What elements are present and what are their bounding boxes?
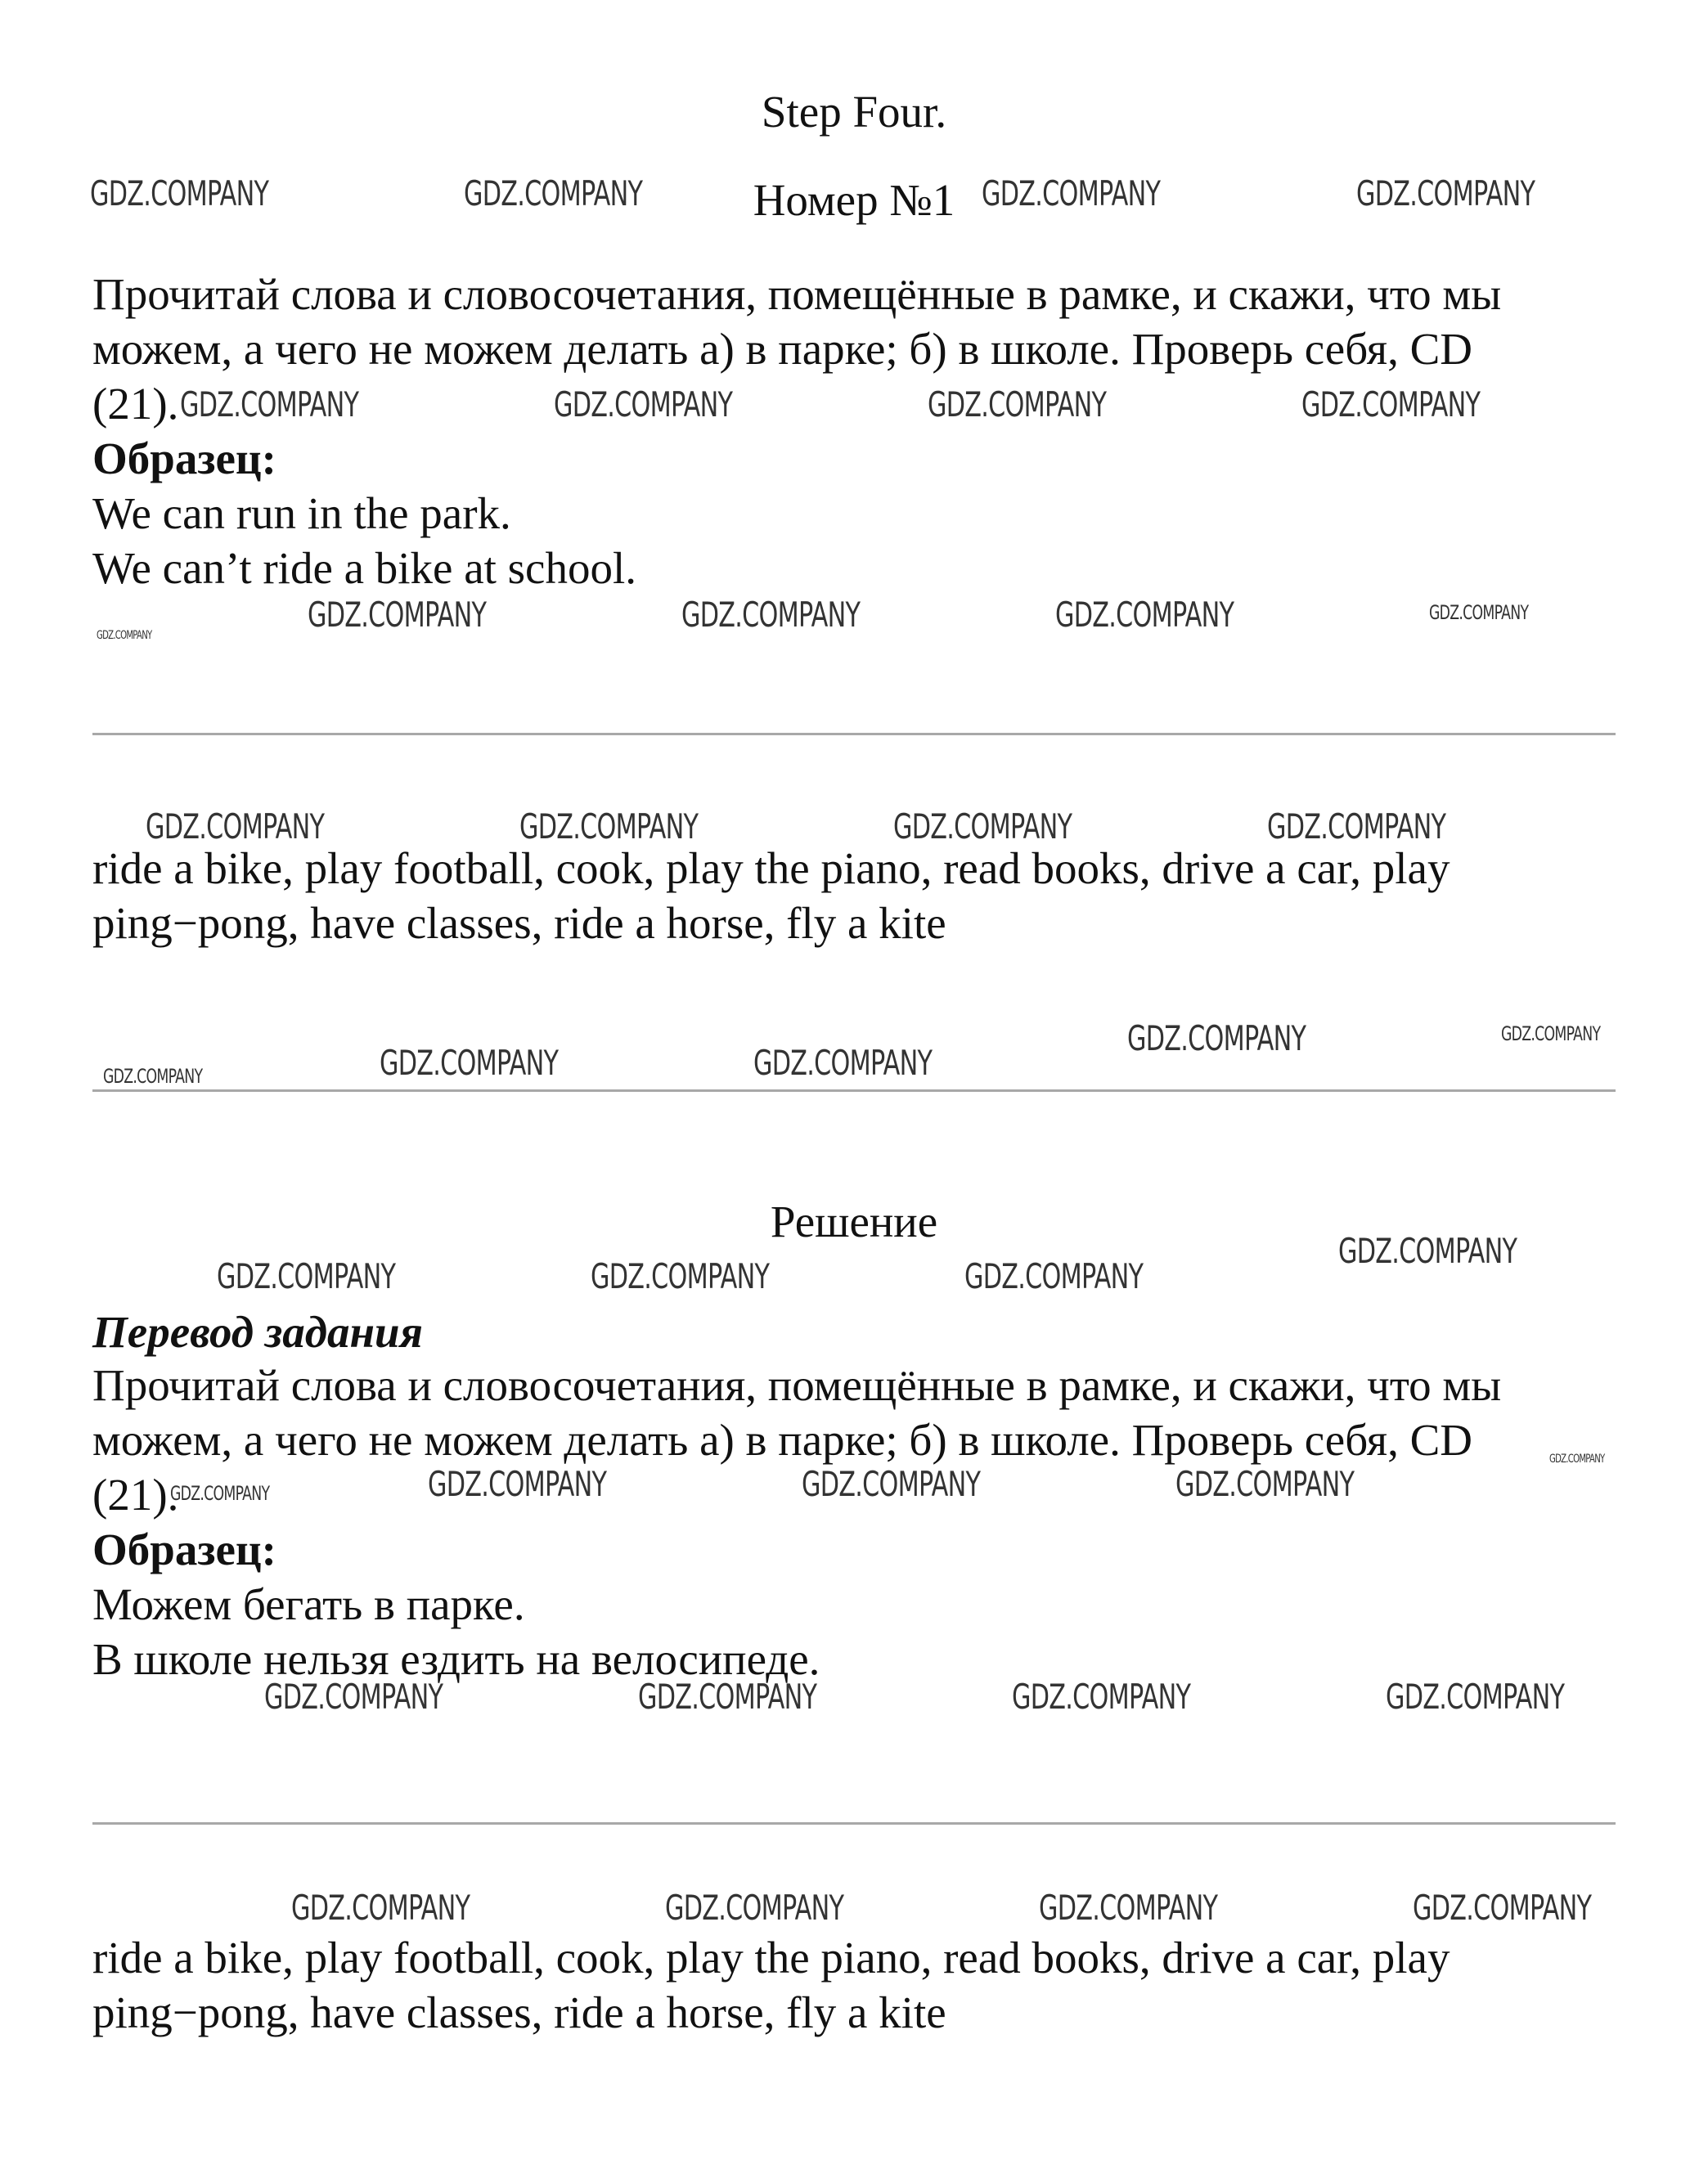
watermark: GDZ.COMPANY: [1012, 1677, 1191, 1717]
box-line-1: ride a bike, play football, cook, play the piano, read books, drive a car, play: [92, 843, 1450, 893]
watermark: GDZ.COMPANY: [1039, 1888, 1218, 1928]
solution-box-line-2: ping−pong, have classes, ride a horse, fly a kite: [92, 1987, 946, 2037]
watermark: GDZ.COMPANY: [519, 806, 699, 846]
watermark: GDZ.COMPANY: [428, 1464, 607, 1504]
watermark: GDZ.COMPANY: [217, 1256, 396, 1296]
watermark: GDZ.COMPANY: [170, 1482, 270, 1505]
watermark: GDZ.COMPANY: [308, 595, 487, 635]
watermark: GDZ.COMPANY: [1127, 1018, 1306, 1058]
sample-line-2: We can’t ride a bike at school.: [92, 543, 636, 593]
watermark: GDZ.COMPANY: [103, 1065, 203, 1088]
solution-box-line-1: ride a bike, play football, cook, play the piano, read books, drive a car, play: [92, 1933, 1450, 1983]
watermark: GDZ.COMPANY: [964, 1256, 1144, 1296]
watermark: GDZ.COMPANY: [928, 384, 1107, 424]
watermark: GDZ.COMPANY: [1429, 601, 1529, 624]
solution-line-3: (21).: [92, 1470, 179, 1520]
box-line-2: ping−pong, have classes, ride a horse, fly a kite: [92, 898, 946, 948]
watermark: GDZ.COMPANY: [1501, 1022, 1601, 1045]
exercise-number: Номер №1: [753, 175, 955, 225]
watermark: GDZ.COMPANY: [982, 173, 1161, 213]
task-line-1: Прочитай слова и словосочетания, помещённые в рамке, и скажи, что мы: [92, 269, 1502, 319]
translation-label: Перевод задания: [92, 1307, 423, 1357]
watermark: GDZ.COMPANY: [1267, 806, 1446, 846]
task-line-2: можем, а чего не можем делать а) в парке; б) в школе. Проверь себя, CD: [92, 324, 1473, 374]
solution-sample-label: Образец:: [92, 1525, 276, 1574]
box-top-rule: [92, 733, 1616, 735]
watermark: GDZ.COMPANY: [464, 173, 643, 213]
watermark: GDZ.COMPANY: [1549, 1453, 1605, 1466]
watermark: GDZ.COMPANY: [291, 1888, 470, 1928]
solution-line-2: можем, а чего не можем делать а) в парке; б) в школе. Проверь себя, CD: [92, 1415, 1473, 1465]
watermark: GDZ.COMPANY: [1175, 1464, 1355, 1504]
watermark: GDZ.COMPANY: [665, 1888, 844, 1928]
solution-sample-line-2: В школе нельзя ездить на велосипеде.: [92, 1634, 820, 1684]
sample-line-1: We can run in the park.: [92, 488, 511, 538]
solution-box-top-rule: [92, 1822, 1616, 1825]
page-title: Step Four.: [761, 87, 947, 137]
solution-line-1: Прочитай слова и словосочетания, помещённые в рамке, и скажи, что мы: [92, 1360, 1502, 1410]
watermark: GDZ.COMPANY: [591, 1256, 770, 1296]
box-bottom-rule: [92, 1089, 1616, 1092]
watermark: GDZ.COMPANY: [1413, 1888, 1592, 1928]
solution-sample-line-1: Можем бегать в парке.: [92, 1579, 525, 1629]
task-line-3: (21).: [92, 379, 179, 429]
watermark: GDZ.COMPANY: [802, 1464, 981, 1504]
solution-heading: Решение: [770, 1197, 938, 1246]
watermark: GDZ.COMPANY: [380, 1043, 559, 1083]
watermark: GDZ.COMPANY: [1055, 595, 1234, 635]
watermark: GDZ.COMPANY: [638, 1677, 817, 1717]
watermark: GDZ.COMPANY: [90, 173, 269, 213]
watermark: GDZ.COMPANY: [1338, 1231, 1517, 1271]
watermark: GDZ.COMPANY: [753, 1043, 933, 1083]
watermark: GDZ.COMPANY: [146, 806, 325, 846]
watermark: GDZ.COMPANY: [97, 629, 152, 642]
watermark: GDZ.COMPANY: [893, 806, 1072, 846]
watermark: GDZ.COMPANY: [554, 384, 733, 424]
watermark: GDZ.COMPANY: [681, 595, 861, 635]
sample-label: Образец:: [92, 433, 276, 483]
watermark: GDZ.COMPANY: [264, 1677, 443, 1717]
watermark: GDZ.COMPANY: [1356, 173, 1535, 213]
watermark: GDZ.COMPANY: [180, 384, 359, 424]
watermark: GDZ.COMPANY: [1386, 1677, 1565, 1717]
watermark: GDZ.COMPANY: [1301, 384, 1481, 424]
